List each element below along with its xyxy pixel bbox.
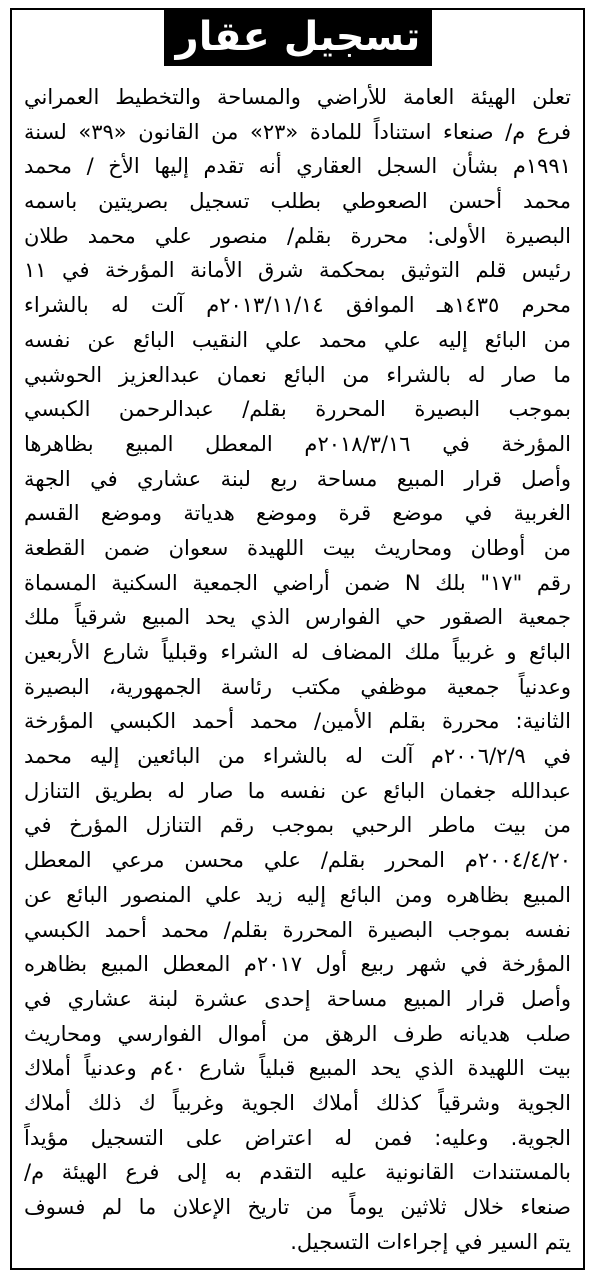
notice-text-line: ١٩٩١م بشأن السجل العقاري أنه تقدم إليها الأخ / محمد xyxy=(24,154,571,179)
notice-text-line: ٢٠٠٤/٤/٢٠م المحرر بقلم/ علي محسن مرعي المعطل xyxy=(24,848,571,873)
notice-text-line: محمد أحسن الصعوطي بطلب تسجيل بصريتين باسمه xyxy=(24,189,571,214)
notice-text-line: في ٢٠٠٦/٢/٩م آلت له بالشراء من البائعين إليه محمد xyxy=(24,744,571,769)
notice-text-line: بالمستندات القانونية عليه التقدم به إلى فرع الهيئة م/ xyxy=(24,1160,571,1185)
notice-text-line: يتم السير في إجراءات التسجيل. xyxy=(290,1229,571,1254)
notice-text-line: وأصل قرار المبيع مساحة ربع لبنة عشاري في الجهة xyxy=(24,466,571,491)
notice-text-line: عبدالله جغمان البائع عن نفسه ما صار له بطريق التنازل xyxy=(24,778,571,803)
notice-text-line: بموجب البصيرة المحررة بقلم/ عبدالرحمن الكبسي xyxy=(24,397,571,422)
notice-body xyxy=(24,80,571,1259)
notice-text-line: البائع و غربياً ملك المضاف له الشراء وقبلياً شارع الأربعين xyxy=(24,640,571,664)
notice-text-line: وأصل قرار المبيع مساحة إحدى عشرة لبنة عشاري في xyxy=(24,986,571,1011)
notice-text-line: من أوطان ومحاريث بيت اللهيدة سعوان ضمن القطعة xyxy=(24,535,571,560)
notice-text-line: من بيت ماطر الرحبي بموجب رقم التنازل المؤرخ في xyxy=(24,813,571,838)
notice-text-line: الغربية في موضع قرة وموضع هدياتة وموضع القسم xyxy=(24,501,571,526)
notice-text-line: المؤرخة في شهر ربيع أول ٢٠١٧م المعطل المبيع بظاهره xyxy=(24,952,571,977)
notice-text-line: فرع م/ صنعاء استناداً للمادة «٢٣» من القانون «٣٩» لسنة xyxy=(24,119,571,144)
notice-text-line: محرم ١٤٣٥هـ الموافق ٢٠١٣/١١/١٤م آلت له بالشراء xyxy=(24,293,571,318)
notice-text-line: الجوية وشرقياً كذلك أملاك الجوية وغربياً ك ذلك أملاك xyxy=(24,1090,571,1115)
notice-text-line: جمعية الصقور حي الفوارس الذي يحد المبيع شرقياً ملك xyxy=(24,605,571,630)
notice-text-line: وعدنياً جمعية موظفي مكتب رئاسة الجمهورية، البصيرة xyxy=(24,674,571,699)
notice-text-line: بيت اللهيدة الذي يحد المبيع قبلياً شارع ٤٠م وعدنياً أملاك xyxy=(24,1056,571,1081)
notice-text-line: من البائع إليه علي محمد علي النقيب البائع عن نفسه xyxy=(24,327,571,352)
notice-text-line: الجوية. وعليه: فمن له اعتراض على التسجيل مؤيداً xyxy=(24,1125,571,1150)
notice-text-line: الثانية: محررة بقلم الأمين/ محمد أحمد الكبسي المؤرخة xyxy=(24,709,571,734)
notice-text-line: تعلن الهيئة العامة للأراضي والمساحة والتخطيط العمراني xyxy=(24,85,571,109)
notice-text-line: صلب هديانه طرف الرهق من أموال الفوارسي ومحاريث xyxy=(24,1021,571,1046)
notice-text-line: صنعاء خلال ثلاثين يوماً من تاريخ الإعلان ما لم فسوف xyxy=(24,1195,571,1219)
notice-text-line: المبيع بظاهره ومن البائع إليه زيد علي المنصور البائع عن xyxy=(24,882,571,907)
notice-text-line: رقم "١٧" بلك N ضمن أراضي الجمعية السكنية المسماة xyxy=(24,570,571,595)
notice-text-line: نفسه بموجب البصيرة المحررة بقلم/ محمد أحمد الكبسي xyxy=(24,917,571,942)
notice-text-line: المؤرخة في ٢٠١٨/٣/١٦م المعطل المبيع بظاهرها xyxy=(24,431,571,456)
notice-title: تسجيل عقار xyxy=(164,8,432,66)
notice-text-line: ما صار له بالشراء من البائع نعمان عبدالعزيز الحوشبي xyxy=(24,362,571,387)
notice-text-line: رئيس قلم التوثيق بمحكمة شرق الأمانة المؤرخة في ١١ xyxy=(24,258,571,283)
notice-text-line: البصيرة الأولى: محررة بقلم/ منصور علي محمد طلان xyxy=(24,223,571,248)
